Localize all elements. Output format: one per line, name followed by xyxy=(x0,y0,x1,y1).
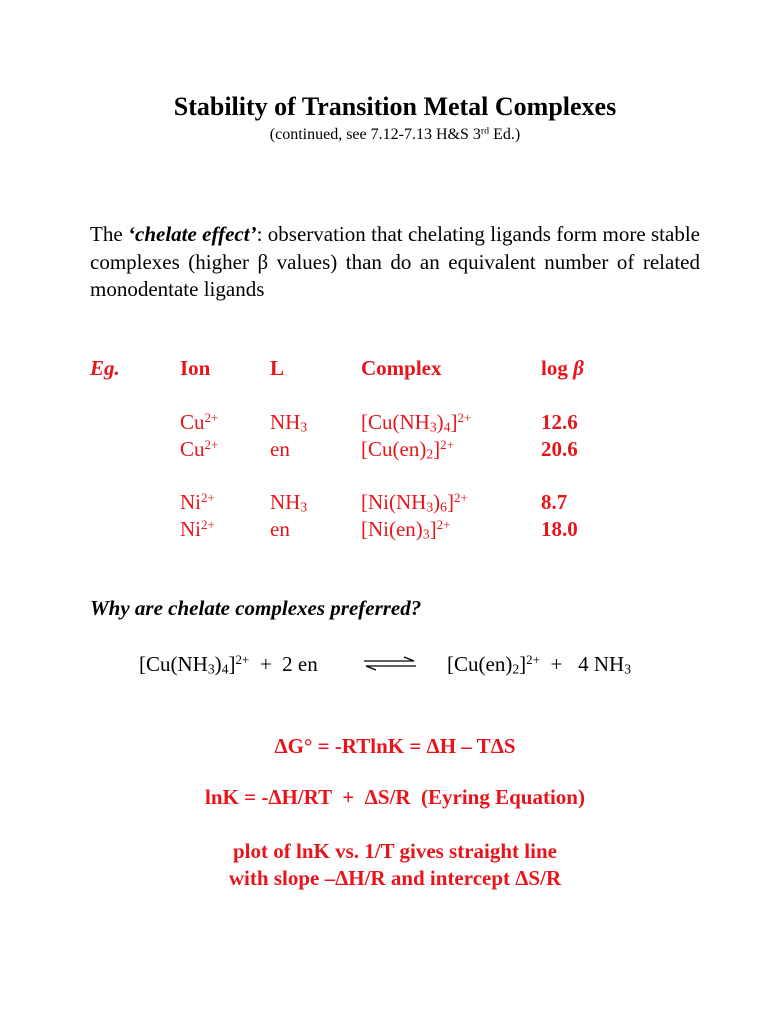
row-ligand: en xyxy=(270,437,290,461)
page-title: Stability of Transition Metal Complexes xyxy=(173,92,617,121)
row-complex: $[Cu(NH_3)_4]^{2+}$ xyxy=(361,409,472,435)
row-ion: $Cu^{2+}$ xyxy=(180,409,219,434)
header-log-beta: log β xyxy=(541,356,584,380)
row-ligand: $NH_3$ xyxy=(270,410,308,435)
plot-note-line-2: with slope –ΔH/R and intercept ΔS/R xyxy=(228,866,562,890)
row-complex: $[Cu(en)_2]^{2+}$ xyxy=(361,436,454,462)
row-ligand: $NH_3$ xyxy=(270,490,308,515)
row-log-beta: 12.6 xyxy=(541,410,578,434)
header-complex: Complex xyxy=(361,356,442,380)
row-log-beta: 8.7 xyxy=(541,490,568,514)
page-subtitle: (continued, see 7.12-7.13 H&S 3rd Ed.) xyxy=(269,125,521,143)
plot-note-line-1: plot of lnK vs. 1/T gives straight line xyxy=(233,839,557,863)
gibbs-equation: ΔG° = -RTlnK = ΔH – TΔS xyxy=(274,734,516,758)
chelate-effect-term: ‘chelate effect’ xyxy=(128,222,257,246)
row-ion: $Ni^{2+}$ xyxy=(180,489,215,514)
header-ion: Ion xyxy=(180,356,211,380)
equilibrium-arrow-icon xyxy=(360,656,420,672)
row-log-beta: 20.6 xyxy=(541,437,578,461)
intro-paragraph: The ‘chelate effect’: observation that chelating ligands form more stable complexes (higher β values) than do an equivalent number of related monodentate ligands xyxy=(90,222,700,301)
question-heading: Why are chelate complexes preferred? xyxy=(90,596,422,620)
row-ion: $Ni^{2+}$ xyxy=(180,516,215,541)
reaction-products: $[Cu(en)_2]^{2+} + 4$ $NH_3$ xyxy=(447,651,632,677)
row-ion: $Cu^{2+}$ xyxy=(180,436,219,461)
row-log-beta: 18.0 xyxy=(541,517,578,541)
eg-label: Eg. xyxy=(90,356,120,380)
reaction-reactants: $[Cu(NH_3)_4]^{2+} + 2$ en xyxy=(139,651,318,677)
header-ligand: L xyxy=(270,356,285,380)
row-ligand: en xyxy=(270,517,290,541)
row-complex: $[Ni(NH_3)_6]^{2+}$ xyxy=(361,489,468,515)
eyring-equation: lnK = -ΔH/RT + ΔS/R (Eyring Equation) xyxy=(205,785,585,809)
row-complex: $[Ni(en)_3]^{2+}$ xyxy=(361,516,451,542)
